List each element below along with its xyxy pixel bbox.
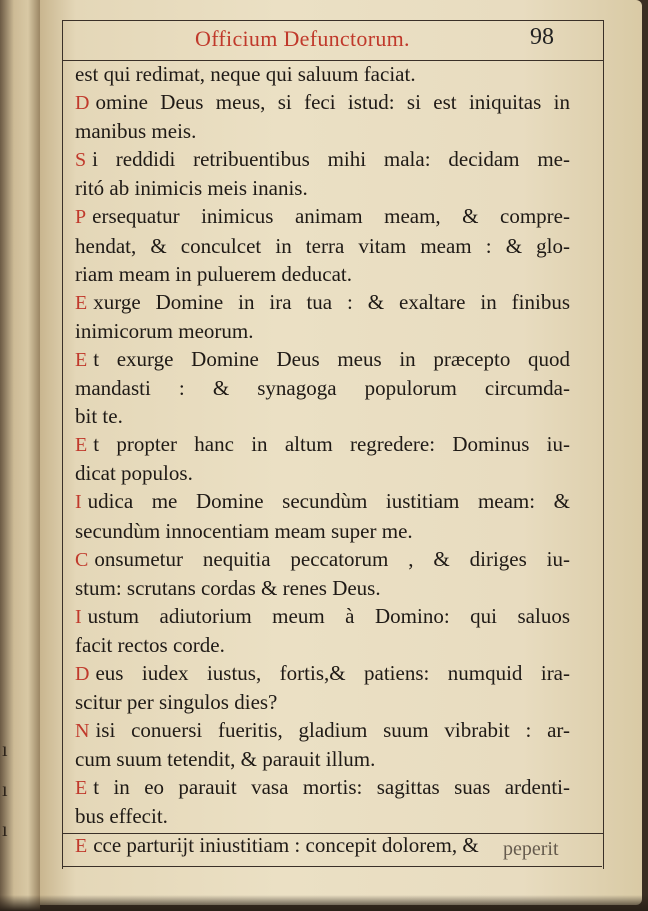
verse-line: [75, 145, 570, 174]
verse-line: [75, 345, 570, 374]
verse-text: facit rectos corde.: [75, 632, 225, 657]
verse-text: ustum adiutorium meum à Domino: qui saluos: [87, 603, 570, 628]
verse-line: [75, 232, 570, 260]
red-initial: S: [75, 149, 87, 172]
red-initial: I: [75, 605, 82, 628]
verse-line: [75, 688, 570, 716]
verse-line: [75, 459, 570, 487]
verse-line: [75, 174, 570, 202]
verse-text: dicat populos.: [75, 461, 193, 486]
verse-text: i reddidi retribuentibus mihi mala: decidam me-: [92, 147, 570, 172]
verse-line: [75, 117, 570, 145]
red-initial: E: [75, 834, 88, 857]
verse-text: t exurge Domine Deus meus in præcepto quod: [93, 346, 570, 371]
red-initial: D: [75, 92, 90, 115]
book-edge: [0, 0, 40, 911]
verse-line: [75, 517, 570, 545]
verse-text: eus iudex iustus, fortis,& patiens: numquid ira-: [95, 660, 570, 685]
verse-text: bus effecit.: [75, 804, 168, 829]
verse-line: [75, 802, 570, 830]
verse-line: [75, 60, 570, 88]
verse-line: [75, 602, 570, 631]
red-initial: E: [75, 348, 88, 371]
verse-line: [75, 430, 570, 459]
verse-text: udica me Domine secundùm iustitiam meam: &: [87, 489, 570, 514]
red-initial: E: [75, 777, 88, 800]
verse-line: [75, 487, 570, 516]
verse-text: riam meam in puluerem deducat.: [75, 261, 352, 286]
verse-text: manibus meis.: [75, 119, 197, 144]
verse-text: ritó ab inimicis meis inanis.: [75, 176, 308, 201]
verse-line: [75, 574, 570, 602]
page-shadow: [0, 895, 648, 911]
verse-text: cce parturijt iniustitiam : concepit dolorem, &: [93, 832, 479, 857]
verse-text: isi conuersi fueritis, gladium suum vibrabit : ar-: [95, 718, 570, 743]
red-initial: C: [75, 548, 89, 571]
verse-text: omine Deus meus, si feci istud: si est iniquitas in: [95, 90, 570, 115]
verse-text: t in eo parauit vasa mortis: sagittas suas ardenti-: [93, 775, 570, 800]
page-number: 98: [530, 24, 554, 50]
verse-text: ersequatur inimicus animam meam, & compre-: [92, 204, 570, 229]
edge-marks: ı ı ı: [2, 739, 8, 841]
verse-text: est qui redimat, neque qui saluum faciat.: [75, 62, 416, 86]
verse-text: hendat, & conculcet in terra vitam meam : & glo-: [75, 233, 570, 258]
verse-line: [75, 831, 570, 860]
verse-line: [75, 260, 570, 288]
verse-line: [75, 773, 570, 802]
verse-text: stum: scrutans cordas & renes Deus.: [75, 575, 381, 600]
verse-line: [75, 631, 570, 659]
verse-text: scitur per singulos dies?: [75, 690, 278, 715]
red-initial: E: [75, 291, 88, 314]
verse-text: onsumetur nequitia peccatorum , & diriges iu-: [94, 546, 570, 571]
verse-line: [75, 374, 570, 402]
verse-line: [75, 202, 570, 231]
psalm-text: [75, 60, 570, 860]
verse-line: [75, 545, 570, 574]
verse-line: [75, 659, 570, 688]
red-initial: N: [75, 720, 90, 743]
red-initial: I: [75, 491, 82, 514]
verse-text: bit te.: [75, 404, 123, 429]
verse-text: cum suum tetendit, & parauit illum.: [75, 747, 376, 772]
footer-rule-lower: [62, 866, 602, 867]
verse-text: t propter hanc in altum regredere: Dominus iu-: [93, 432, 570, 457]
running-head: Officium Defunctorum.: [195, 26, 410, 51]
verse-line: [75, 88, 570, 117]
verse-line: [75, 402, 570, 430]
catchword: peperit: [503, 838, 559, 860]
verse-text: mandasti : & synagoga populorum circumda-: [75, 376, 570, 401]
red-initial: E: [75, 434, 88, 457]
verse-line: [75, 716, 570, 745]
verse-line: [75, 745, 570, 773]
verse-text: xurge Domine in ira tua : & exaltare in finibus: [93, 289, 570, 314]
red-initial: D: [75, 662, 90, 685]
verse-text: secundùm innocentiam meam super me.: [75, 518, 413, 543]
verse-line: [75, 317, 570, 345]
verse-text: inimicorum meorum.: [75, 318, 254, 343]
verse-line: [75, 288, 570, 317]
red-initial: P: [75, 206, 87, 229]
